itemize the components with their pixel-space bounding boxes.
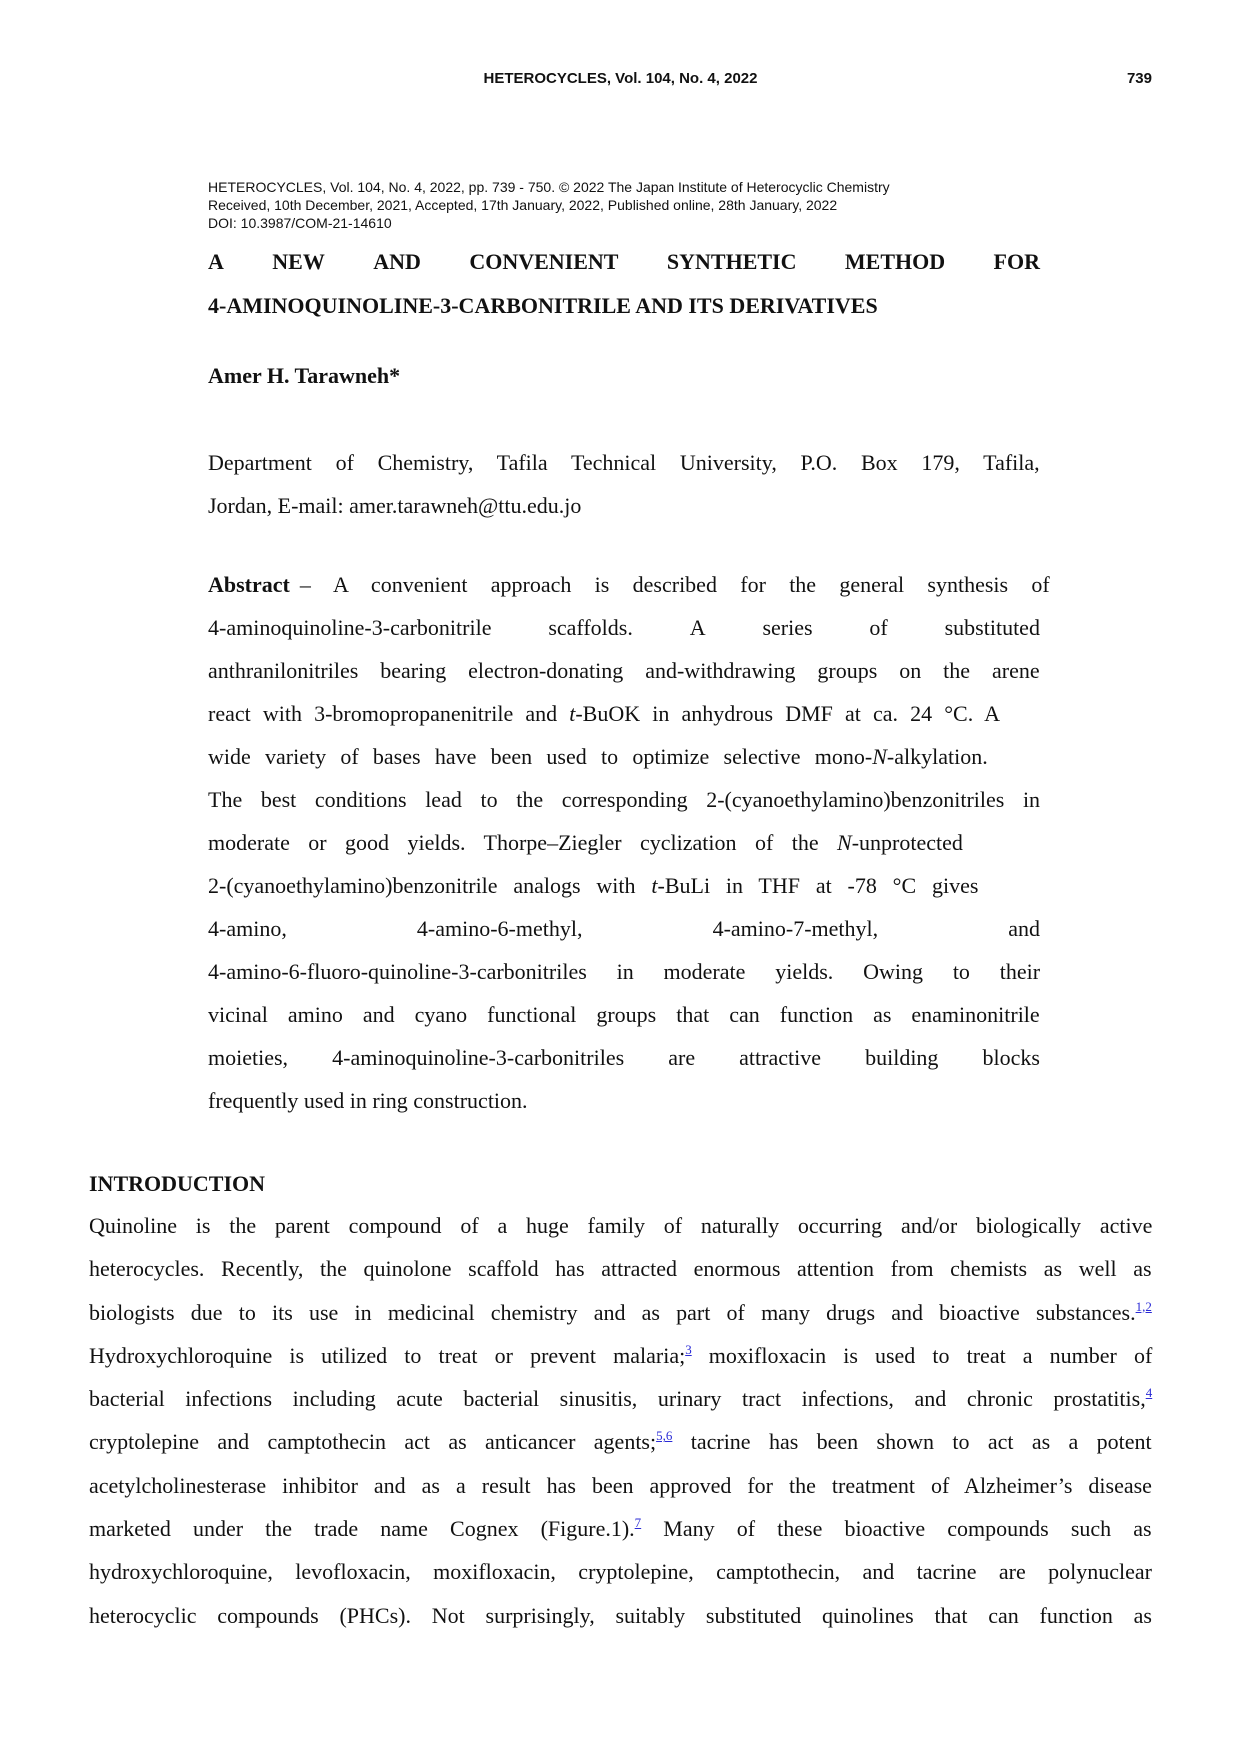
journal-header: HETEROCYCLES, Vol. 104, No. 4, 2022 [483,70,758,87]
citation-link[interactable]: 3 [685,1341,692,1357]
abstract-line: 4-amino-6-fluoro-quinoline-3-carbonitriles in moderate yields. Owing to their [208,959,1041,984]
title-word: METHOD [844,249,946,274]
abstract [208,563,1050,1122]
title-line-2: 4-AMINOQUINOLINE-3-CARBONITRILE AND ITS DERIVATIVES [208,293,878,318]
abstract-line: vicinal amino and cyano functional groups that can function as enaminonitrile [208,1002,1040,1027]
abstract-line: 2-(cyanoethylamino)benzonitrile analogs with t-BuLi in THF at -78 °C gives [208,873,979,898]
citation-link[interactable]: 4 [1145,1385,1153,1401]
title-word: A [208,249,224,274]
citation-line: HETEROCYCLES, Vol. 104, No. 4, 2022, pp. 739 - 750. © 2022 The Japan Institute of Heterocyclic Chemistry [208,179,890,195]
doi-line: DOI: 10.3987/COM-21-14610 [208,215,392,231]
body-line: marketed under the trade name Cognex (Figure.1).$^7$ Many of these bioactive compounds such as [89,1515,1152,1542]
abstract-line: anthranilonitriles bearing electron-donating and-withdrawing groups on the arene [208,658,1040,683]
citation-link[interactable]: 5,6 [656,1428,673,1444]
body-line: bacterial infections including acute bacterial sinusitis, urinary tract infections, and chronic prostatitis,$^4$ [89,1385,1153,1412]
abstract-label: Abstract [208,572,290,597]
introduction-section [89,1162,1152,1637]
author-name: Amer H. Tarawneh* [208,363,401,388]
body-line: cryptolepine and camptothecin act as anticancer agents;$^{5,6}$ tacrine has been shown to act as a potent [89,1428,1152,1455]
title-word: AND [373,249,421,274]
title-word: FOR [993,249,1040,274]
abstract-line: frequently used in ring construction. [208,1088,528,1113]
abstract-line: moieties, 4-aminoquinoline-3-carbonitriles are attractive building blocks [208,1045,1040,1070]
citation-link[interactable]: 1,2 [1135,1298,1152,1314]
citation-link[interactable]: 7 [634,1515,642,1531]
abstract-line [208,563,1050,606]
title-line-1 [208,240,1040,284]
affiliation [208,441,1040,527]
affiliation-line-2: Jordan, E-mail: amer.tarawneh@ttu.edu.jo [208,493,582,518]
introduction-body [89,1204,1152,1637]
dates-line: Received, 10th December, 2021, Accepted, 17th January, 2022, Published online, 28th January, 2022 [208,197,838,213]
page-number: 739 [1126,70,1152,87]
body-line: heterocyclic compounds (PHCs). Not surprisingly, suitably substituted quinolines that can function as [89,1602,1152,1628]
body-line: Quinoline is the parent compound of a huge family of naturally occurring and/or biologically active [89,1213,1153,1238]
affiliation-line-1: Department of Chemistry, Tafila Technical University, P.O. Box 179, Tafila, [208,450,1040,475]
body-line: biologists due to its use in medicinal chemistry and as part of many drugs and bioactive substances.$^{1,2}$ [89,1298,1152,1325]
body-line: Hydroxychloroquine is utilized to treat or prevent malaria;$^3$ moxifloxacin is used to treat a number of [89,1341,1153,1368]
publication-info [208,178,1108,232]
title-word: NEW [272,249,325,274]
abstract-line: 4-aminoquinoline-3-carbonitrile scaffolds. A series of substituted [208,615,1040,640]
running-header [0,70,1241,92]
title-word: CONVENIENT [469,249,619,274]
abstract-text: – A convenient approach is described for the general synthesis of [299,572,1050,597]
abstract-line: wide variety of bases have been used to optimize selective mono-N-alkylation. [208,744,988,769]
body-line: hydroxychloroquine, levofloxacin, moxifloxacin, cryptolepine, camptothecin, and tacrine are polynuclear [89,1559,1152,1585]
abstract-line: 4-amino, 4-amino-6-methyl, 4-amino-7-methyl, and [208,916,1040,941]
paper-title [208,240,1040,328]
abstract-line: react with 3-bromopropanenitrile and t-BuOK in anhydrous DMF at ca. 24 °C. A [208,701,1000,726]
abstract-line: The best conditions lead to the corresponding 2-(cyanoethylamino)benzonitriles in [208,787,1041,812]
section-heading: INTRODUCTION [89,1171,266,1196]
title-word: SYNTHETIC [666,249,797,274]
body-line: acetylcholinesterase inhibitor and as a result has been approved for the treatment of Alzheimer’s disease [89,1472,1152,1498]
body-line: heterocycles. Recently, the quinolone scaffold has attracted enormous attention from chemists as well as [89,1256,1152,1282]
abstract-line: moderate or good yields. Thorpe–Ziegler cyclization of the N-unprotected [208,830,963,855]
